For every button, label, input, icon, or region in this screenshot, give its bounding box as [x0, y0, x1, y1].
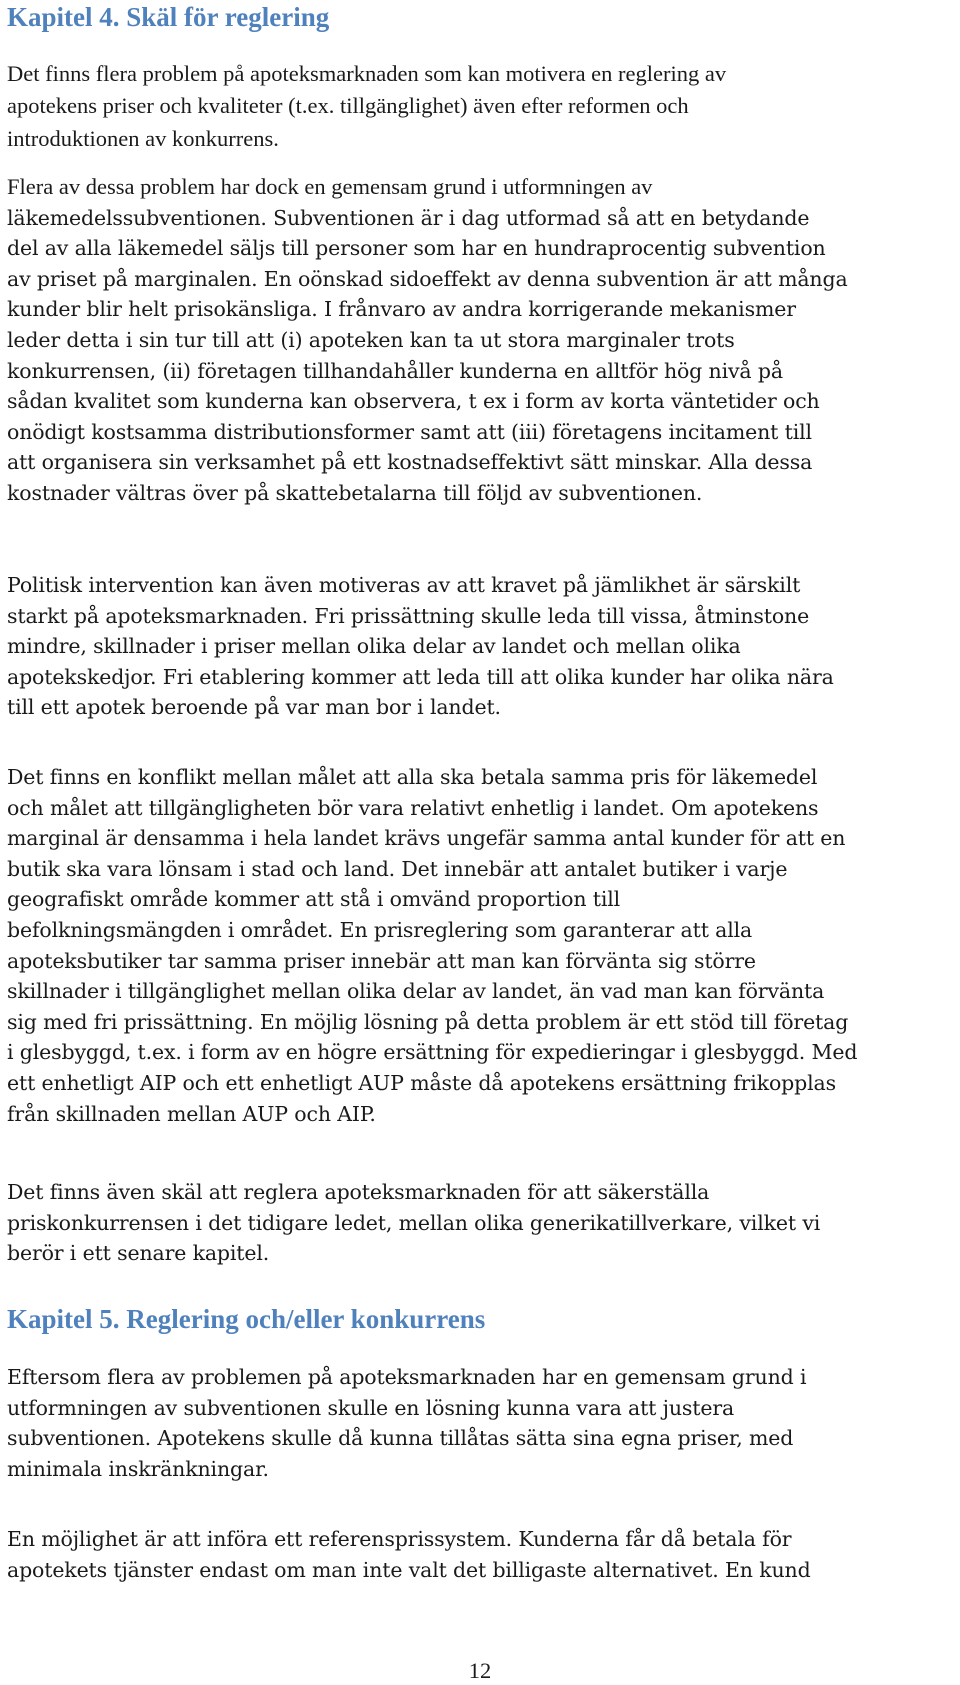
text-line: och målet att tillgängligheten bör vara relativt enhetlig i landet. Om apotekens [7, 795, 819, 820]
text-line: Det finns en konflikt mellan målet att alla ska betala samma pris för läkemedel [7, 765, 818, 789]
text-line: starkt på apoteksmarknaden. Fri prissättning skulle leda till vissa, åtminstone [7, 603, 810, 628]
chapter-4-paragraph-4 [7, 762, 857, 1129]
text-line: kostnader vältras över på skattebetalarna till följd av subventionen. [7, 480, 703, 505]
page-number: 12 [468, 1658, 492, 1683]
text-line: apotekens priser och kvaliteter (t.ex. tillgänglighet) även efter reformen och [7, 93, 689, 119]
text-line: ett enhetligt AIP och ett enhetligt AUP måste då apotekens ersättning frikopplas [7, 1070, 836, 1095]
text-line: minimala inskränkningar. [7, 1456, 269, 1481]
text-line: apoteksbutiker tar samma priser innebär att man kan förvänta sig större [7, 948, 756, 973]
text-line: Det finns flera problem på apoteksmarknaden som kan motivera en reglering av [7, 61, 727, 86]
chapter-5-heading: Kapitel 5. Reglering och/eller konkurrens [7, 1304, 486, 1334]
text-line: priskonkurrensen i det tidigare ledet, mellan olika generikatillverkare, vilket vi [7, 1210, 821, 1235]
chapter-4-paragraph-3 [7, 570, 834, 723]
text-line: subventionen. Apotekens skulle då kunna tillåtas sätta sina egna priser, med [7, 1426, 794, 1451]
text-line: konkurrensen, (ii) företagen tillhandahåller kunderna en alltför hög nivå på [7, 358, 783, 383]
text-line: Det finns även skäl att reglera apoteksmarknaden för att säkerställa [7, 1180, 710, 1204]
text-line: befolkningsmängden i området. En prisreglering som garanterar att alla [7, 917, 753, 942]
chapter-5-paragraph-1 [7, 1362, 806, 1484]
text-line: marginal är densamma i hela landet krävs ungefär samma antal kunder för att en [7, 826, 846, 851]
text-line: skillnader i tillgänglighet mellan olika delar av landet, än vad man kan förvänta [7, 979, 825, 1004]
text-line: geografiskt område kommer att stå i omvänd proportion till [7, 887, 621, 912]
text-line: utformningen av subventionen skulle en lösning kunna vara att justera [7, 1395, 735, 1420]
text-line: Eftersom flera av problemen på apoteksmarknaden har en gemensam grund i [7, 1365, 807, 1389]
chapter-4-paragraph-5 [7, 1177, 820, 1269]
text-line: till ett apotek beroende på var man bor i landet. [7, 695, 501, 720]
chapter-4-paragraph-2 [7, 172, 848, 509]
text-line: sig med fri prissättning. En möjlig lösning på detta problem är ett stöd till företag [7, 1009, 849, 1034]
text-line: i glesbyggd, t.ex. i form av en högre ersättning för expedieringar i glesbyggd. Med [7, 1040, 858, 1065]
text-line: mindre, skillnader i priser mellan olika delar av landet och mellan olika [7, 634, 741, 659]
text-line: berör i ett senare kapitel. [7, 1241, 270, 1266]
chapter-4-heading: Kapitel 4. Skäl för reglering [7, 2, 330, 32]
chapter-4-paragraph-1 [7, 58, 726, 155]
text-line: Flera av dessa problem har dock en gemensam grund i utformningen av [7, 174, 653, 199]
chapter-5-paragraph-2 [7, 1524, 811, 1585]
text-line: Politisk intervention kan även motiveras av att kravet på jämlikhet är särskilt [7, 573, 801, 597]
text-line: onödigt kostsamma distributionsformer samt att (iii) företagens incitament till [7, 419, 812, 444]
text-line: apotekskedjor. Fri etablering kommer att leda till att olika kunder har olika nära [7, 664, 834, 689]
text-line: leder detta i sin tur till att (i) apoteken kan ta ut stora marginaler trots [7, 327, 735, 352]
text-line: sådan kvalitet som kunderna kan observera, t ex i form av korta väntetider och [7, 389, 820, 414]
text-line: butik ska vara lönsam i stad och land. Det innebär att antalet butiker i varje [7, 856, 788, 881]
text-line: kunder blir helt prisokänsliga. I frånvaro av andra korrigerande mekanismer [7, 297, 796, 322]
text-line: apotekets tjänster endast om man inte valt det billigaste alternativet. En kund [7, 1557, 811, 1582]
text-line: från skillnaden mellan AUP och AIP. [7, 1101, 376, 1126]
text-line: En möjlighet är att införa ett referensprissystem. Kunderna får då betala för [7, 1527, 792, 1551]
text-line: att organisera sin verksamhet på ett kostnadseffektivt sätt minskar. Alla dessa [7, 450, 813, 475]
text-line: av priset på marginalen. En oönskad sidoeffekt av denna subvention är att många [7, 266, 848, 291]
text-line: del av alla läkemedel säljs till personer som har en hundraprocentig subvention [7, 236, 826, 261]
text-line: introduktionen av konkurrens. [7, 125, 279, 151]
text-line: läkemedelssubventionen. Subventionen är i dag utformad så att en betydande [7, 205, 810, 230]
